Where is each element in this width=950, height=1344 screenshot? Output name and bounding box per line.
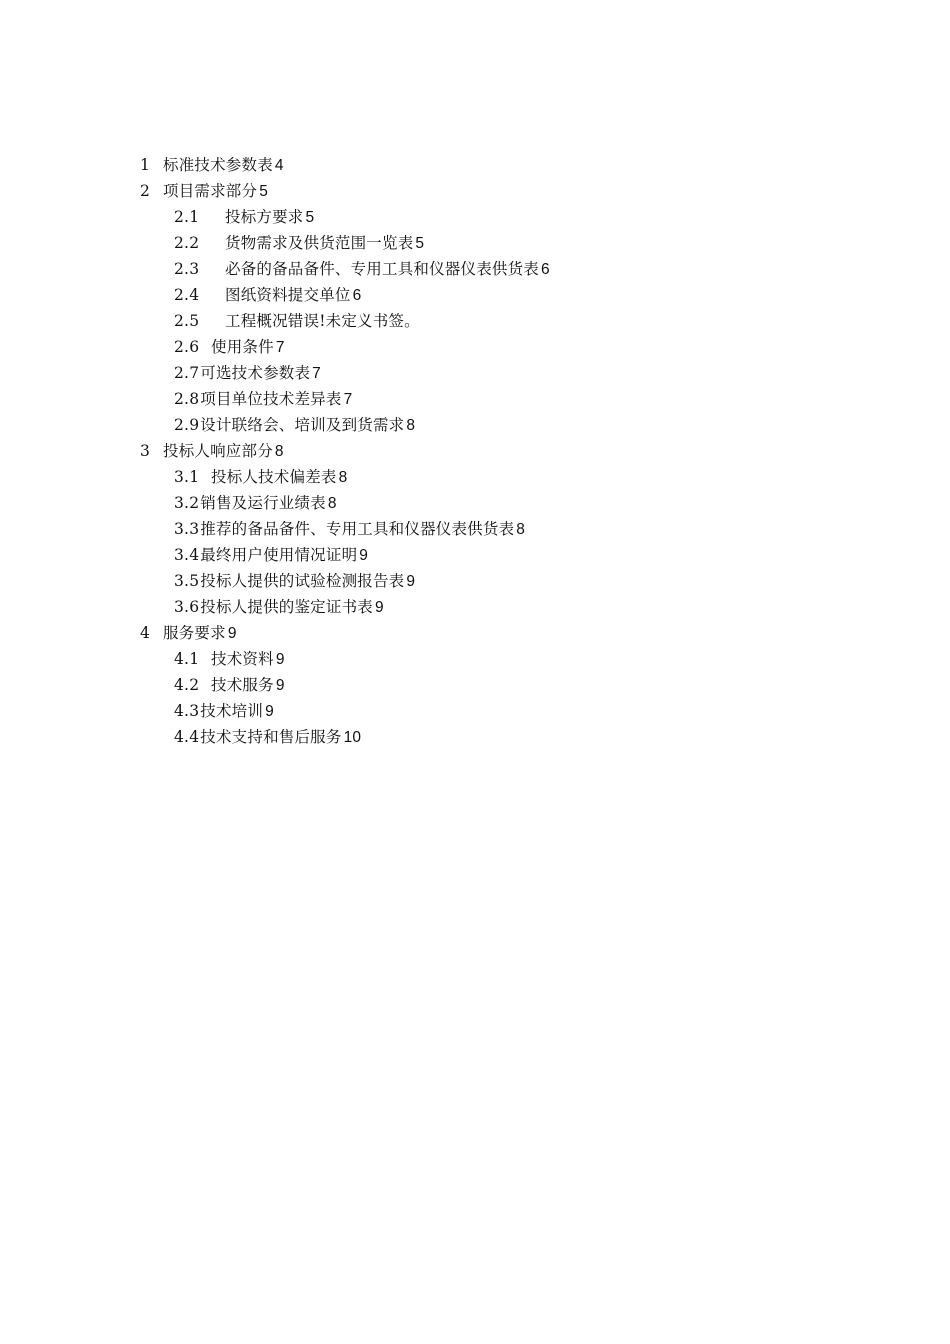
toc-entry-page: 8 [274, 443, 284, 460]
toc-entry-title: 工程概况错误!未定义书签。 [225, 312, 420, 330]
toc-entry-4-3[interactable] [0, 698, 950, 724]
toc-entry-title: 必备的备品备件、专用工具和仪器仪表供货表 [225, 260, 540, 278]
toc-entry-page: 9 [406, 573, 416, 590]
toc-entry-2-4[interactable] [0, 282, 950, 308]
toc-entry-title: 使用条件 [211, 338, 274, 356]
toc-entry-page: 9 [227, 625, 237, 642]
toc-entry-3-2[interactable] [0, 490, 950, 516]
toc-entry-title: 服务要求 [163, 624, 226, 642]
toc-entry-number: 4.1 [174, 650, 200, 668]
toc-entry-page: 8 [327, 495, 337, 512]
toc-entry-title: 项目单位技术差异表 [200, 390, 342, 408]
toc-entry-number: 2 [140, 182, 151, 200]
toc-entry-title: 技术支持和售后服务 [200, 728, 342, 746]
toc-entry-2-3[interactable] [0, 256, 950, 282]
toc-entry-2-8[interactable] [0, 386, 950, 412]
toc-entry-number: 2.2 [174, 234, 200, 252]
toc-entry-number: 4 [140, 624, 151, 642]
toc-entry-title: 最终用户使用情况证明 [200, 546, 358, 564]
toc-entry-number: 3.5 [174, 572, 200, 590]
toc-entry-number: 2.5 [174, 312, 200, 330]
toc-entry-number: 3.3 [174, 520, 200, 538]
toc-entry-title: 投标方要求 [225, 208, 304, 226]
toc-entry-4[interactable] [0, 620, 950, 646]
toc-entry-number: 2.3 [174, 260, 200, 278]
toc-entry-3-4[interactable] [0, 542, 950, 568]
toc-entry-page: 8 [338, 469, 348, 486]
toc-entry-2[interactable] [0, 178, 950, 204]
toc-entry-1[interactable] [0, 152, 950, 178]
toc-entry-page: 5 [305, 209, 315, 226]
toc-entry-title: 货物需求及供货范围一览表 [225, 234, 414, 252]
toc-entry-3-5[interactable] [0, 568, 950, 594]
toc-entry-title: 推荐的备品备件、专用工具和仪器仪表供货表 [200, 520, 515, 538]
toc-entry-number: 3.6 [174, 598, 200, 616]
toc-entry-3-3[interactable] [0, 516, 950, 542]
toc-entry-number: 2.6 [174, 338, 200, 356]
toc-entry-page: 9 [359, 547, 369, 564]
toc-entry-number: 2.4 [174, 286, 200, 304]
toc-entry-title: 投标人响应部分 [163, 442, 273, 460]
toc-entry-page: 5 [259, 183, 269, 200]
toc-entry-number: 3.1 [174, 468, 200, 486]
toc-entry-page: 5 [415, 235, 425, 252]
toc-entry-3-6[interactable] [0, 594, 950, 620]
toc-entry-page: 6 [541, 261, 550, 278]
toc-entry-number: 2.1 [174, 208, 200, 226]
toc-entry-page: 9 [374, 599, 384, 616]
toc-entry-title: 项目需求部分 [163, 182, 258, 200]
toc-entry-title: 技术培训 [200, 702, 264, 720]
toc-entry-number: 3.4 [174, 546, 200, 564]
toc-entry-2-5[interactable] [0, 308, 950, 334]
toc-entry-2-6[interactable] [0, 334, 950, 360]
toc-entry-number: 4.4 [174, 728, 200, 746]
toc-entry-number: 2.8 [174, 390, 200, 408]
toc-entry-page: 10 [343, 729, 362, 746]
toc-entry-3[interactable] [0, 438, 950, 464]
toc-entry-2-7[interactable] [0, 360, 950, 386]
toc-entry-title: 技术资料 [211, 650, 274, 668]
toc-entry-2-1[interactable] [0, 204, 950, 230]
toc-entry-title: 投标人技术偏差表 [211, 468, 337, 486]
toc-entry-4-1[interactable] [0, 646, 950, 672]
toc-entry-number: 2.7 [174, 364, 200, 382]
toc-entry-page: 6 [352, 287, 362, 304]
toc-entry-2-9[interactable] [0, 412, 950, 438]
toc-entry-number: 4.3 [174, 702, 200, 720]
toc-entry-4-4[interactable] [0, 724, 950, 750]
toc-entry-4-2[interactable] [0, 672, 950, 698]
toc-entry-page: 9 [275, 677, 285, 694]
toc-entry-page: 4 [274, 157, 284, 174]
toc-entry-2-2[interactable] [0, 230, 950, 256]
table-of-contents [0, 152, 950, 750]
toc-entry-title: 图纸资料提交单位 [225, 286, 351, 304]
toc-entry-number: 3 [140, 442, 151, 460]
toc-entry-title: 技术服务 [211, 676, 274, 694]
toc-entry-title: 标准技术参数表 [163, 156, 273, 174]
toc-entry-page: 8 [516, 521, 526, 538]
toc-entry-3-1[interactable] [0, 464, 950, 490]
toc-entry-title: 设计联络会、培训及到货需求 [200, 416, 405, 434]
toc-entry-page: 9 [265, 703, 274, 720]
toc-entry-title: 可选技术参数表 [200, 364, 311, 382]
toc-entry-title: 销售及运行业绩表 [200, 494, 326, 512]
toc-entry-number: 2.9 [174, 416, 200, 434]
toc-entry-number: 1 [140, 156, 151, 174]
toc-entry-number: 3.2 [174, 494, 200, 512]
toc-entry-page: 7 [275, 339, 285, 356]
toc-entry-number: 4.2 [174, 676, 200, 694]
toc-entry-title: 投标人提供的鉴定证书表 [200, 598, 373, 616]
toc-entry-page: 7 [343, 391, 353, 408]
toc-entry-page: 7 [312, 365, 321, 382]
toc-entry-page: 8 [406, 417, 416, 434]
toc-entry-title: 投标人提供的试验检测报告表 [200, 572, 405, 590]
toc-entry-page: 9 [275, 651, 285, 668]
